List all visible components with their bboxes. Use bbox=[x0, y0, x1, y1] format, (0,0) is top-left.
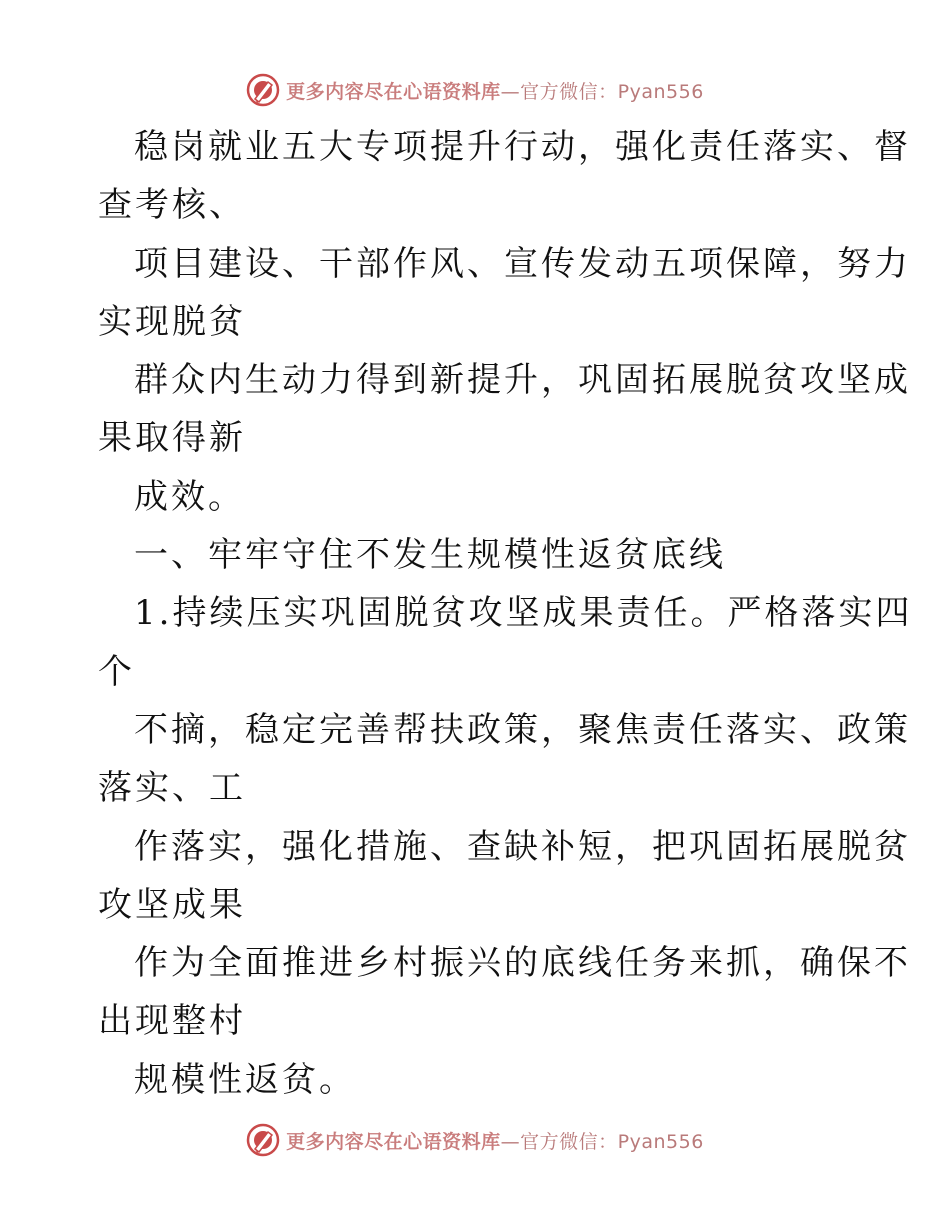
text-line: 攻坚成果 bbox=[98, 884, 246, 925]
text-line: 查考核、 bbox=[98, 185, 246, 226]
text-line: 作为全面推进乡村振兴的底线任务来抓，确保不 bbox=[134, 943, 911, 984]
pen-logo-icon bbox=[246, 73, 280, 107]
footer-banner-text: 更多内容尽在心语资料库—官方微信：Pyan556 bbox=[286, 1130, 704, 1153]
text-line: 不摘，稳定完善帮扶政策，聚焦责任落实、政策 bbox=[134, 709, 911, 750]
header-banner-text: 更多内容尽在心语资料库—官方微信：Pyan556 bbox=[286, 80, 704, 103]
text-line: 落实、工 bbox=[98, 768, 246, 809]
text-line: 作落实，强化措施、查缺补短，把巩固拓展脱贫 bbox=[134, 826, 911, 867]
text-line: 实现脱贫 bbox=[98, 301, 246, 342]
header-banner bbox=[0, 70, 950, 110]
text-line: 个 bbox=[98, 651, 135, 692]
document-body bbox=[98, 118, 913, 1109]
text-line: 果取得新 bbox=[98, 418, 246, 459]
section-heading: 一、牢牢守住不发生规模性返贫底线 bbox=[134, 535, 726, 576]
text-line: 1.持续压实巩固脱贫攻坚成果责任。严格落实四 bbox=[134, 593, 913, 634]
text-line: 稳岗就业五大专项提升行动，强化责任落实、督 bbox=[134, 127, 911, 167]
footer-banner bbox=[0, 1120, 950, 1160]
text-line: 群众内生动力得到新提升，巩固拓展脱贫攻坚成 bbox=[134, 360, 911, 401]
text-line: 成效。 bbox=[134, 476, 245, 517]
text-line: 规模性返贫。 bbox=[134, 1059, 356, 1100]
pen-logo-icon bbox=[246, 1123, 280, 1157]
text-line: 出现整村 bbox=[98, 1001, 246, 1042]
text-line: 项目建设、干部作风、宣传发动五项保障，努力 bbox=[134, 243, 911, 284]
